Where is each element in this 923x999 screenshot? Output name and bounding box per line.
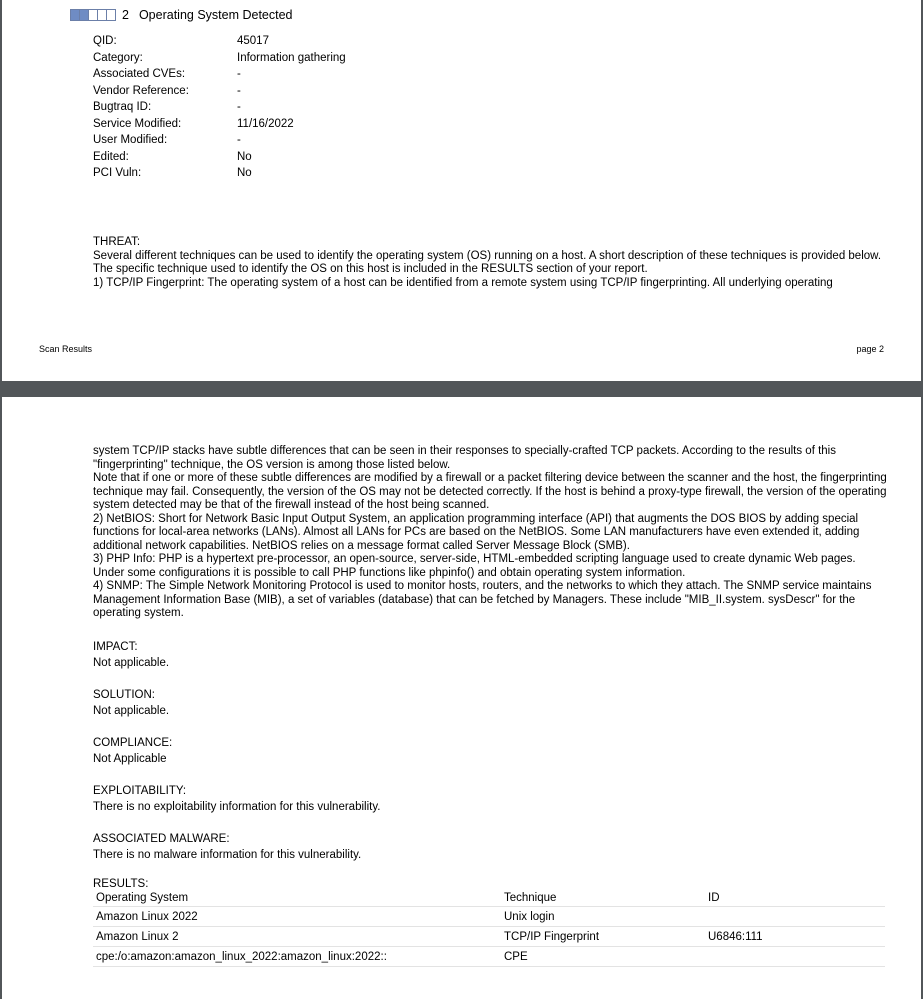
- compliance-text: Not Applicable: [93, 753, 167, 765]
- detail-value: -: [237, 84, 241, 97]
- detail-key: Vendor Reference:: [93, 84, 189, 97]
- impact-text: Not applicable.: [93, 657, 170, 669]
- table-header-row: [93, 892, 885, 907]
- detail-value: Information gathering: [237, 51, 346, 64]
- detail-value: No: [237, 167, 252, 179]
- detail-row: [93, 132, 346, 149]
- threat-section: [93, 236, 888, 290]
- detail-value: -: [237, 101, 241, 113]
- footer-title: Scan Results: [39, 344, 93, 354]
- results-section: [93, 877, 885, 967]
- malware-section: [93, 831, 361, 863]
- table-cell: [705, 907, 885, 927]
- table-cell: Amazon Linux 2: [93, 927, 501, 947]
- table-cell: Amazon Linux 2022: [93, 907, 501, 927]
- threat-note: Note that if one or more of these subtle differences are modified by a firewall or a packet filtering device between the scanner and the host, the fingerprinting technique may fail. Consequently, the version of the OS may not be detected correctly. If the host is behind a proxy-type firewall, the version of the operating system detected may be that of the firewall instead of the host being scanned.: [93, 472, 887, 511]
- exploitability-section: [93, 783, 380, 815]
- page-number: page 2: [856, 344, 884, 354]
- compliance-section: [93, 735, 172, 767]
- threat-item-3: 3) PHP Info: PHP is a hypertext pre-processor, an open-source, server-side, HTML-embedded scripting language used to create dynamic Web pages. Under some configurations it is possible to call PHP functions like phpinfo() and obtain operating system information.: [93, 553, 856, 579]
- detail-key: QID:: [93, 35, 117, 47]
- detail-row: [93, 66, 346, 83]
- threat-intro: Several different techniques can be used to identify the operating system (OS) running on a host. A short description of these techniques is provided below. The specific technique used to identify the OS on this host is included in the RESULTS section of your report.: [93, 249, 882, 275]
- detail-value: 11/16/2022: [237, 117, 294, 130]
- detail-row: [93, 116, 346, 133]
- detail-row: [93, 149, 346, 166]
- report-page-1: [2, 0, 921, 381]
- table-row: [93, 927, 885, 947]
- table-row: [93, 947, 885, 967]
- threat-continued: [93, 445, 888, 621]
- malware-heading: ASSOCIATED MALWARE:: [93, 833, 230, 845]
- table-cell: TCP/IP Fingerprint: [501, 927, 705, 947]
- detail-row: [93, 99, 346, 116]
- severity-indicator: [70, 9, 115, 21]
- exploitability-text: There is no exploitability information for this vulnerability.: [93, 801, 381, 813]
- solution-heading: SOLUTION:: [93, 689, 155, 701]
- vulnerability-name: Operating System Detected: [138, 8, 293, 22]
- column-header: ID: [705, 892, 885, 907]
- threat-continuation: system TCP/IP stacks have subtle differences that can be seen in their responses to specially-crafted TCP packets. According to the results of this "fingerprinting" technique, the OS version is among those listed below.: [93, 445, 836, 471]
- vulnerability-details: [93, 33, 346, 182]
- table-cell: cpe:/o:amazon:amazon_linux_2022:amazon_linux:2022::: [93, 947, 501, 967]
- detail-row: [93, 33, 346, 50]
- report-page-2: [2, 397, 921, 999]
- impact-heading: IMPACT:: [93, 641, 138, 653]
- column-header: Technique: [501, 892, 705, 907]
- table-cell: CPE: [501, 947, 705, 967]
- detail-key: Bugtraq ID:: [93, 101, 152, 113]
- solution-text: Not applicable.: [93, 705, 170, 717]
- detail-row: [93, 165, 346, 182]
- impact-section: [93, 639, 169, 671]
- threat-item-2: 2) NetBIOS: Short for Network Basic Input Output System, an application programming interface (API) that augments the DOS BIOS by adding special functions for local-area networks (LANs). Almost all LANs for PCs are based on the NetBIOS. Some LAN manufacturers have even extended it, adding additional network capabilities. NetBIOS relies on a message format called Server Message Block (SMB).: [93, 512, 860, 552]
- detail-key: User Modified:: [93, 134, 168, 146]
- exploitability-heading: EXPLOITABILITY:: [93, 785, 187, 797]
- solution-section: [93, 687, 169, 719]
- detail-key: Category:: [93, 51, 143, 64]
- compliance-heading: COMPLIANCE:: [93, 737, 173, 749]
- table-cell: U6846:111: [705, 927, 885, 947]
- results-heading: RESULTS:: [93, 878, 149, 890]
- detail-value: -: [237, 134, 241, 146]
- detail-value: -: [237, 68, 241, 80]
- threat-heading: THREAT:: [93, 236, 141, 248]
- table-cell: [705, 947, 885, 967]
- malware-text: There is no malware information for this vulnerability.: [93, 849, 362, 861]
- detail-key: Associated CVEs:: [93, 68, 186, 80]
- threat-item-4: 4) SNMP: The Simple Network Monitoring Protocol is used to monitor hosts, routers, and the networks to which they attach. The SNMP service maintains Management Information Base (MIB), a set of variables (database) that can be fetched by Managers. These include "MIB_II.system. sysDescr" for the operating system.: [93, 580, 872, 619]
- column-header: Operating System: [93, 892, 501, 907]
- detail-value: No: [237, 150, 252, 163]
- detail-row: [93, 83, 346, 100]
- table-row: [93, 907, 885, 927]
- detail-value: 45017: [237, 35, 269, 47]
- detail-key: Service Modified:: [93, 117, 182, 130]
- detail-row: [93, 50, 346, 67]
- table-cell: Unix login: [501, 907, 705, 927]
- results-table: [93, 892, 885, 967]
- vulnerability-number: 2: [122, 8, 129, 22]
- detail-key: PCI Vuln:: [93, 167, 142, 179]
- threat-item-1: 1) TCP/IP Fingerprint: The operating system of a host can be identified from a remote system using TCP/IP fingerprinting. All underlying operating: [93, 276, 833, 289]
- detail-key: Edited:: [93, 150, 129, 163]
- vulnerability-title: [122, 8, 303, 22]
- severity-box-5: [106, 9, 116, 21]
